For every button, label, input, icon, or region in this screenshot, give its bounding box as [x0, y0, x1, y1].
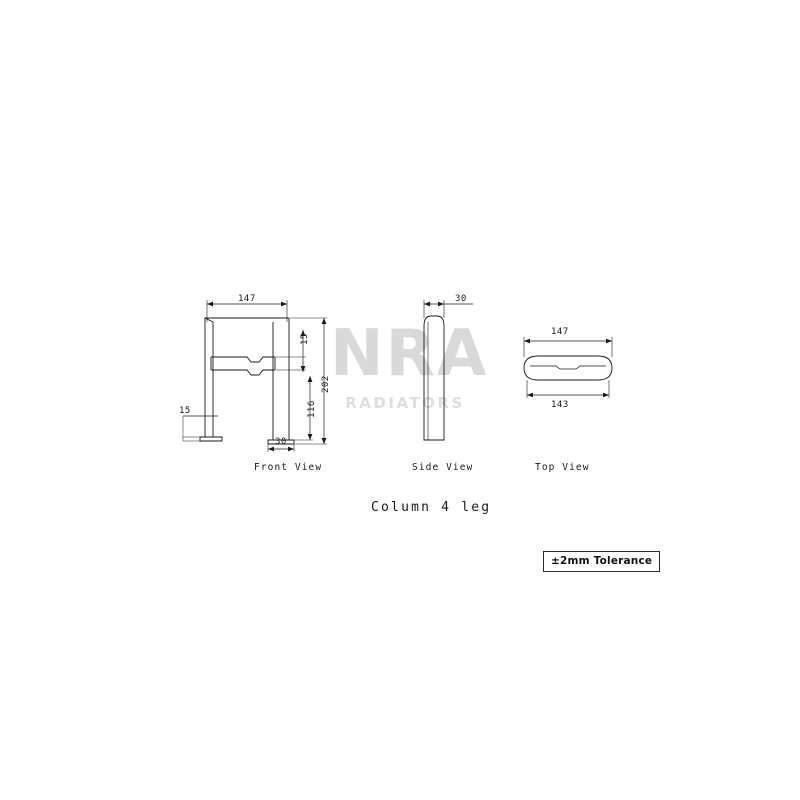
- front-width-label: 147: [238, 294, 256, 304]
- side-view-label: Side View: [412, 462, 474, 473]
- front-view-label: Front View: [254, 462, 323, 473]
- top-view-label: Top View: [535, 462, 590, 473]
- front-total-height-label: 202: [321, 375, 331, 393]
- top-inner-width-label: 143: [551, 400, 569, 410]
- front-foot-height-label: 15: [179, 406, 191, 416]
- top-overall-width-dimension: [524, 337, 612, 357]
- top-overall-width-label: 147: [551, 327, 569, 337]
- drawing-title: Column 4 leg: [371, 500, 492, 515]
- top-inner-width-dimension: [527, 380, 609, 398]
- front-leg-height-label: 116: [307, 400, 317, 418]
- watermark-sub-text: RADIATORS: [345, 394, 465, 412]
- front-notch-height-label: 15: [300, 333, 310, 345]
- front-foot-width-label: 30: [275, 437, 287, 447]
- top-view-geometry: [524, 356, 612, 380]
- front-view-geometry: [200, 318, 294, 444]
- watermark-main-text: NRA: [330, 317, 489, 391]
- side-width-label: 30: [455, 294, 467, 304]
- side-view-geometry: [424, 316, 444, 440]
- tolerance-note: ±2mm Tolerance: [543, 551, 660, 572]
